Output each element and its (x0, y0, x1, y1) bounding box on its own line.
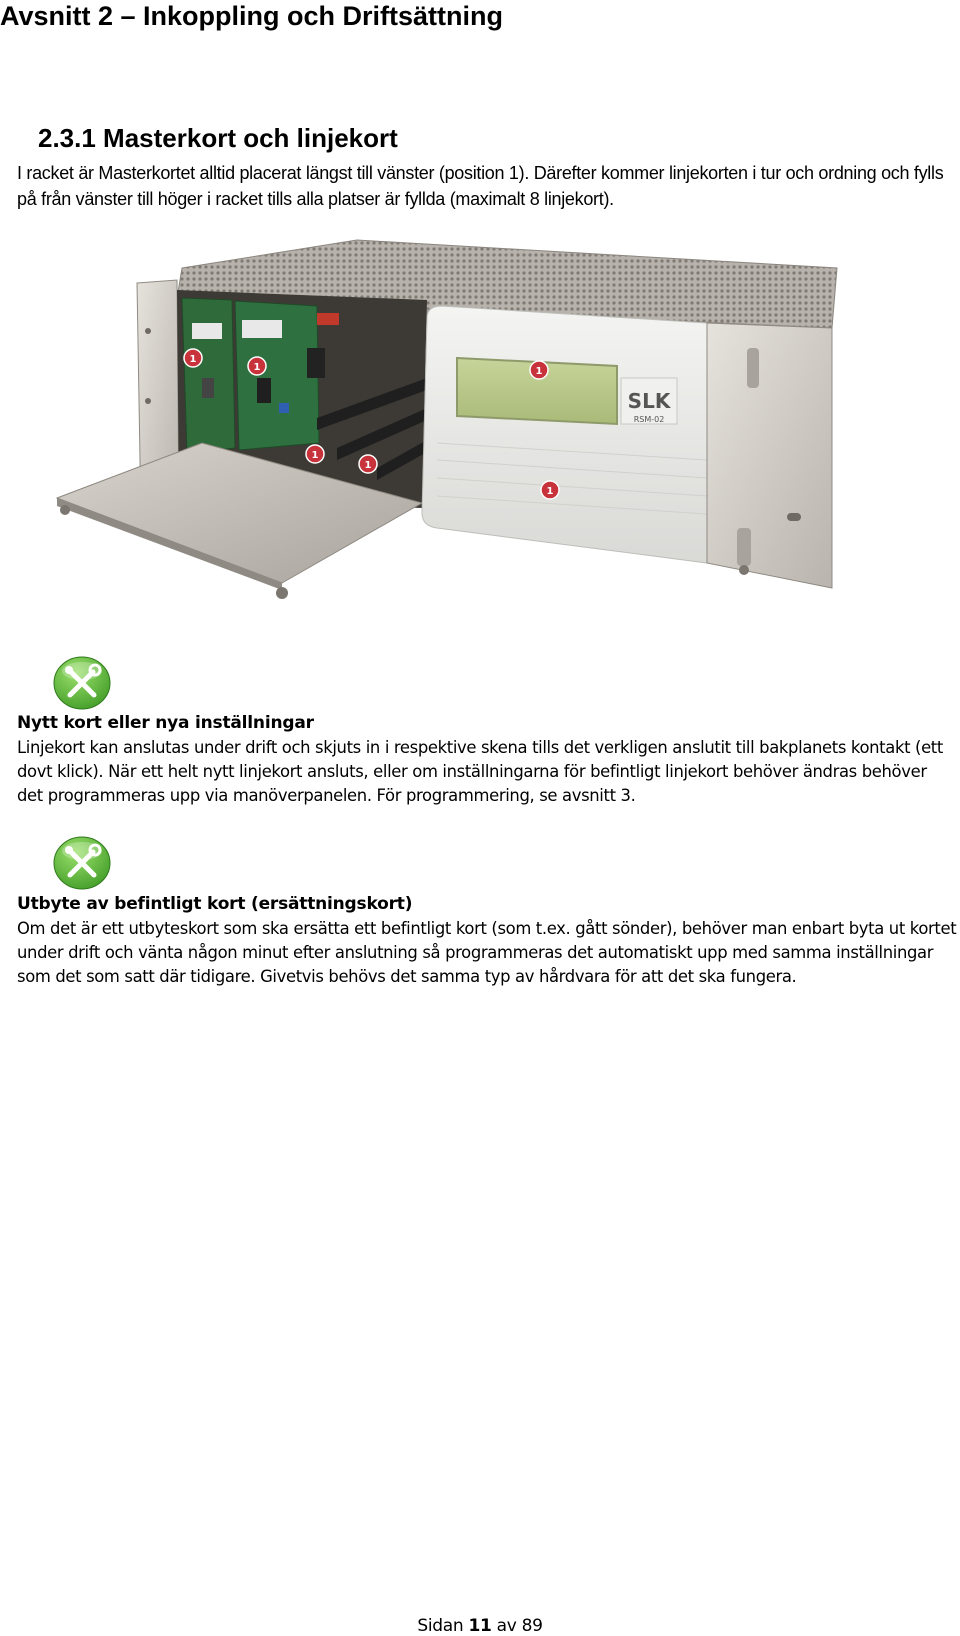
note-body-new-card: Linjekort kan anslutas under drift och skjuts in i respektive skena tills det verkligen anslutit till bakplanets kontakt (ett dovt klick). När ett helt nytt linjekort ansluts, eller om inställningarna för befintligt linjekort behöver ändras behöver det programmeras upp via manöverpanelen. För programmering, se avsnitt 3. (17, 738, 943, 805)
footer-prefix: Sidan (417, 1616, 464, 1636)
page-footer (0, 1616, 960, 1636)
section-title: Avsnitt 2 – Inkoppling och Driftsättning (0, 1, 504, 31)
tool-icon (52, 835, 112, 891)
control-panel (422, 306, 707, 563)
panel-model: RSM-02 (633, 415, 665, 424)
panel-brand: SLK (627, 389, 671, 413)
footer-page-number: 11 (468, 1616, 492, 1636)
master-card (182, 298, 235, 453)
marker-1-label: 1 (189, 354, 197, 365)
subsection-title: 2.3.1 Masterkort och linjekort (38, 123, 398, 153)
marker-3-label: 1 (535, 366, 543, 377)
tool-icon (52, 655, 112, 711)
note-body-replacement-card: Om det är ett utbyteskort som ska ersätta ett befintligt kort (som t.ex. gått sönder), behöver man enbart byta ut kortet under drift och vänta någon minut efter anslutning så programmeras det automatiskt upp med samma inställningar som det som satt där tidigare. Givetvis behövs det samma typ av hårdvara för att det ska fungera. (17, 919, 957, 986)
footer-separator: av (496, 1616, 517, 1636)
marker-5-label: 1 (364, 460, 372, 471)
marker-2-label: 1 (253, 362, 261, 373)
footer-total-pages: 89 (521, 1616, 543, 1636)
marker-6-label: 1 (546, 486, 554, 497)
marker-6 (541, 481, 559, 499)
marker-2 (248, 357, 266, 375)
intro-paragraph: I racket är Masterkortet alltid placerat längst till vänster (position 1). Därefter kommer linjekorten i tur och ordning och fylls på från vänster till höger i racket tills alla platser är fyllda (maximalt 8 linjekort). (17, 163, 944, 209)
marker-4-label: 1 (311, 450, 319, 461)
note-heading-replacement-card: Utbyte av befintligt kort (ersättningskort) (17, 894, 413, 914)
rack-photo (17, 228, 922, 638)
note-heading-new-card: Nytt kort eller nya inställningar (17, 713, 314, 733)
marker-3 (530, 361, 548, 379)
marker-1 (184, 349, 202, 367)
marker-5 (359, 455, 377, 473)
marker-4 (306, 445, 324, 463)
